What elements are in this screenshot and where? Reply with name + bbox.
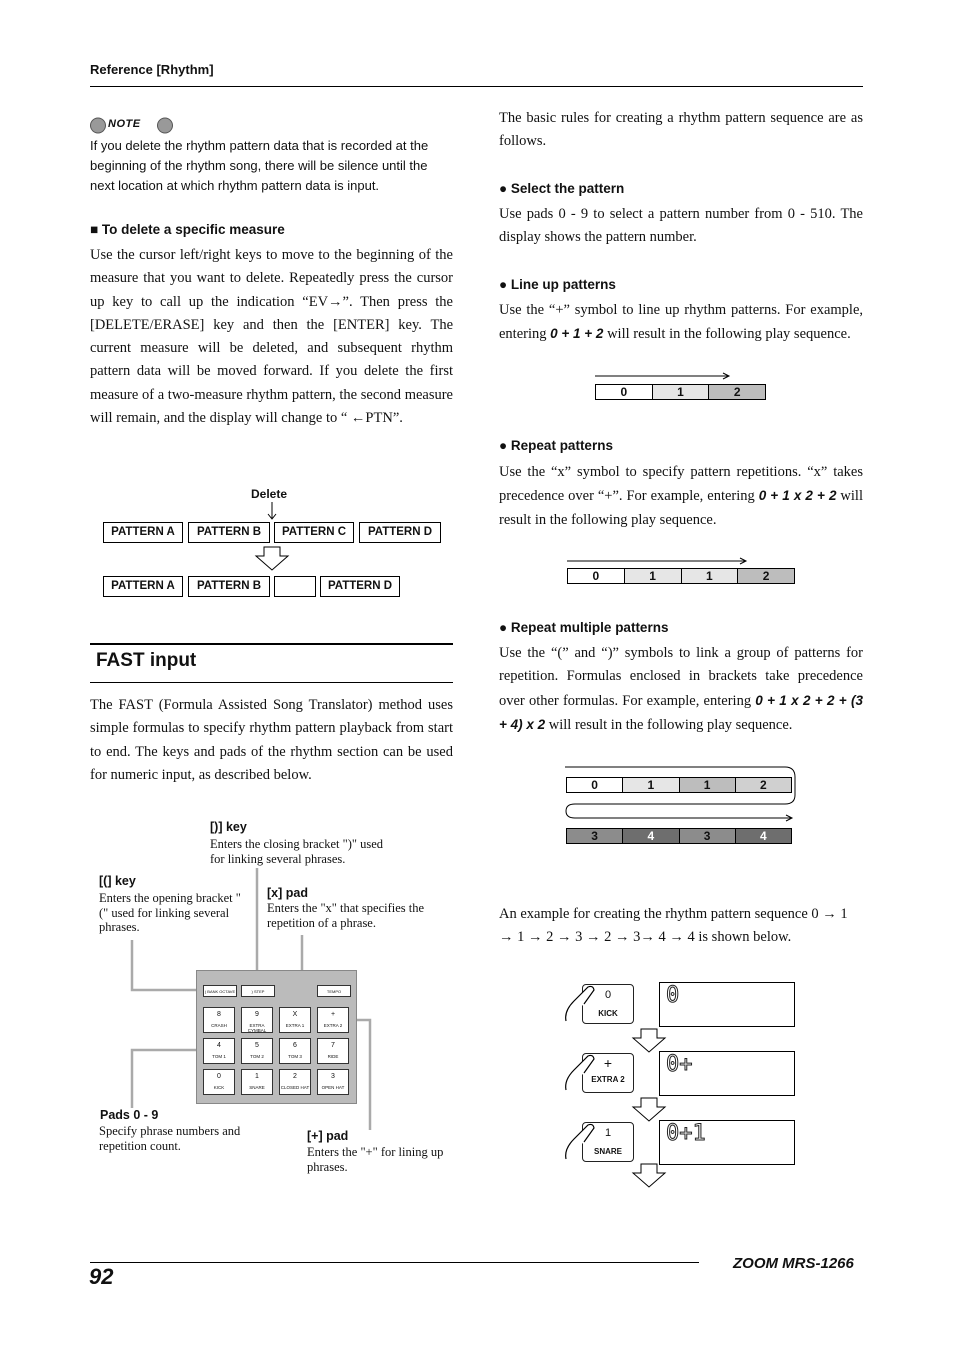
pad-number: 7 bbox=[331, 1042, 335, 1049]
pad-6-tom-3[interactable] bbox=[279, 1038, 311, 1064]
pattern-box-after-a: PATTERN A bbox=[103, 576, 183, 597]
pad-label: EXTRA 1 bbox=[285, 1023, 305, 1028]
plus-pad-desc: Enters the "+" for lining up phrases. bbox=[307, 1145, 444, 1174]
delete-body: Use the cursor left/right keys to move to the beginning of the measure that you want to delete. Repeatedly press the cursor up key to call up the indication “EV→”. Then press the [DELETE/ERASE] key and then the [ENTER] key. The current measure will be deleted, and subsequent rhythm pattern data will be moved forward. If you delete the first measure of a two-measure rhythm pattern, the second measure will remain, and the display will change to “ ←PTN”. bbox=[90, 247, 453, 427]
step-key[interactable]: ) STEP bbox=[241, 985, 275, 997]
pad-label: SNARE bbox=[249, 1085, 265, 1090]
pad-label: TOM 3 bbox=[288, 1054, 302, 1059]
repeat-body bbox=[499, 461, 863, 532]
select-heading-text: Select the pattern bbox=[510, 181, 625, 196]
pad-number: 8 bbox=[217, 1011, 221, 1018]
open-key-desc: Enters the opening bracket "(" used for linking several phrases. bbox=[99, 891, 241, 934]
repeat-sequence bbox=[567, 568, 795, 584]
tempo-key[interactable]: TEMPO bbox=[317, 985, 351, 997]
pattern-box-before-a: PATTERN A bbox=[103, 522, 183, 543]
multi-heading-text: Repeat multiple patterns bbox=[510, 620, 669, 635]
pad-x-extra-1[interactable] bbox=[279, 1007, 311, 1033]
note-text: If you delete the rhythm pattern data that is recorded at the beginning of the rhythm song, there will be silence until the next location at which rhythm pattern data is input. bbox=[90, 138, 429, 193]
pad-7-ride[interactable] bbox=[317, 1038, 349, 1064]
pad-number: 1 bbox=[255, 1073, 259, 1080]
key-label: EXTRA 2 bbox=[591, 1075, 625, 1084]
section-title: FAST input bbox=[96, 650, 197, 671]
example-text: An example for creating the rhythm pattern sequence 0 → 1 → 1 → 2 → 3 → 2 → 3→ 4 → 4 is shown below. bbox=[499, 906, 848, 946]
delete-label: Delete bbox=[251, 487, 288, 501]
pad-label: TOM 2 bbox=[250, 1054, 264, 1059]
example-display-2: 0+ bbox=[659, 1051, 795, 1096]
bullet-icon: ● bbox=[499, 181, 508, 196]
repeat-body-b: will result in the following play sequence. bbox=[499, 488, 863, 528]
product-name: ZOOM MRS-1266 bbox=[733, 1255, 854, 1272]
pad-1-snare[interactable] bbox=[241, 1069, 273, 1095]
seq-cell: 4 bbox=[623, 829, 679, 843]
note-label: NOTE bbox=[108, 118, 141, 130]
multi-body-a: Use the “(” and “)” symbols to link a group of patterns for repetition. Formulas enclosed in brackets take precedence over other formulas. For example, entering bbox=[499, 645, 863, 709]
seq-cell: 4 bbox=[736, 829, 791, 843]
bank-octave-key[interactable]: ( BANK OCTAVE bbox=[203, 985, 237, 997]
pad-0-kick[interactable] bbox=[203, 1069, 235, 1095]
multi-body-b: will result in the following play sequence. bbox=[545, 716, 793, 733]
delete-heading-text: To delete a specific measure bbox=[101, 222, 285, 237]
close-key-title: [)] key bbox=[210, 820, 247, 834]
bullet-icon: ● bbox=[499, 620, 508, 635]
finger-press-icon bbox=[562, 1054, 598, 1094]
seq-cell: 1 bbox=[653, 385, 710, 399]
pad-number: 0 bbox=[217, 1073, 221, 1080]
pattern-box-after-b: PATTERN B bbox=[188, 576, 270, 597]
select-heading bbox=[499, 181, 624, 196]
pad-label: EXTRA 2 bbox=[323, 1023, 343, 1028]
multi-heading bbox=[499, 620, 668, 635]
pad-9-extra-cymbal[interactable] bbox=[241, 1007, 273, 1033]
pad-number: 9 bbox=[255, 1011, 259, 1018]
pad-number: + bbox=[330, 1011, 336, 1018]
pad-number: 4 bbox=[217, 1042, 221, 1049]
lineup-body-b: will result in the following play sequence. bbox=[603, 326, 851, 343]
pad-number: 3 bbox=[331, 1073, 335, 1080]
pad-label: EXTRA CYMBAL bbox=[247, 1023, 267, 1033]
pads-title: Pads 0 - 9 bbox=[100, 1108, 159, 1122]
seq-cell: 0 bbox=[567, 778, 623, 792]
pad-3-open-hat[interactable] bbox=[317, 1069, 349, 1095]
key-label: SNARE bbox=[593, 1147, 622, 1156]
lineup-body-a: Use the “+” symbol to line up rhythm patterns. For example, entering bbox=[499, 302, 863, 343]
key-number: 1 bbox=[604, 1127, 612, 1139]
pattern-box-after-d: PATTERN D bbox=[320, 576, 400, 597]
bullet-icon: ● bbox=[499, 438, 508, 453]
square-bullet-icon: ■ bbox=[90, 222, 99, 237]
pad-2-closed-hat[interactable] bbox=[279, 1069, 311, 1095]
select-body: Use pads 0 - 9 to select a pattern number from 0 - 510. The display shows the pattern number. bbox=[499, 206, 863, 246]
pad-label: KICK bbox=[213, 1085, 225, 1090]
pad-label: OPEN HAT bbox=[321, 1085, 345, 1090]
seq-cell: 1 bbox=[680, 778, 736, 792]
seq-cell: 2 bbox=[736, 778, 791, 792]
plus-pad-title: [+] pad bbox=[307, 1129, 349, 1143]
lineup-formula: 0 + 1 + 2 bbox=[550, 326, 604, 342]
pads-desc: Specify phrase numbers and repetition count. bbox=[99, 1124, 241, 1153]
seq-cell: 3 bbox=[680, 829, 736, 843]
lineup-body bbox=[499, 299, 863, 347]
x-pad-title: [x] pad bbox=[267, 886, 308, 900]
running-header: Reference [Rhythm] bbox=[90, 62, 214, 77]
multi-sequence-bottom bbox=[566, 828, 792, 844]
lineup-arrow-icon bbox=[595, 370, 735, 382]
multi-formula: 0 + 1 x 2 + 2 + (3 + 4) x 2 bbox=[499, 692, 863, 732]
display-edge bbox=[794, 982, 795, 1027]
seq-cell: 1 bbox=[623, 778, 679, 792]
pad-5-tom-2[interactable] bbox=[241, 1038, 273, 1064]
x-pad-desc: Enters the "x" that specifies the repetition of a phrase. bbox=[267, 901, 425, 930]
pad-label: TOM 1 bbox=[212, 1054, 226, 1059]
display-edge bbox=[794, 1051, 795, 1096]
seq-cell: 2 bbox=[709, 385, 765, 399]
rhythm-pad-panel bbox=[196, 970, 357, 1104]
example-display-1: 0 bbox=[659, 982, 795, 1027]
display-edge bbox=[794, 1120, 795, 1165]
pad-number: 5 bbox=[255, 1042, 259, 1049]
repeat-body-a: Use the “x” symbol to specify pattern repetitions. “x” takes precedence over “+”. For example, entering bbox=[499, 464, 863, 505]
close-key-desc: Enters the closing bracket ")" used for linking several phrases. bbox=[210, 837, 383, 866]
lineup-heading bbox=[499, 277, 616, 292]
pattern-box-before-b: PATTERN B bbox=[188, 522, 270, 543]
multi-sequence-top bbox=[566, 777, 792, 793]
pattern-box-before-d: PATTERN D bbox=[359, 522, 441, 543]
bullet-icon: ● bbox=[499, 277, 508, 292]
fast-body: The FAST (Formula Assisted Song Translator) method uses simple formulas to specify rhythm pattern playback from start to end. The keys and pads of the rhythm section can be used for numeric input, as described below. bbox=[90, 697, 453, 783]
page-number: 92 bbox=[89, 1264, 114, 1289]
repeat-formula: 0 + 1 x 2 + 2 bbox=[758, 488, 837, 504]
seq-cell: 1 bbox=[625, 569, 682, 583]
pad-number: 2 bbox=[293, 1073, 297, 1080]
key-number: + bbox=[603, 1055, 613, 1071]
pad-label: RIDE bbox=[327, 1054, 339, 1059]
seq-cell: 3 bbox=[567, 829, 623, 843]
pattern-box-before-c: PATTERN C bbox=[274, 522, 354, 543]
open-key-title: [(] key bbox=[99, 874, 136, 888]
finger-press-icon bbox=[562, 985, 598, 1025]
repeat-heading bbox=[499, 438, 613, 453]
pad-number: 6 bbox=[293, 1042, 297, 1049]
seq-cell: 0 bbox=[596, 385, 653, 399]
lineup-sequence bbox=[595, 384, 766, 400]
pad-4-tom-1[interactable] bbox=[203, 1038, 235, 1064]
repeat-arrow-icon bbox=[567, 555, 749, 567]
multi-body bbox=[499, 642, 863, 737]
repeat-heading-text: Repeat patterns bbox=[510, 438, 613, 453]
seq-cell: 1 bbox=[682, 569, 739, 583]
lineup-heading-text: Line up patterns bbox=[510, 277, 616, 292]
pad-number: X bbox=[292, 1011, 298, 1018]
footer-rule bbox=[90, 1262, 699, 1263]
key-label: KICK bbox=[598, 1009, 618, 1018]
pad-label: CLOSED HAT bbox=[280, 1085, 310, 1090]
example-display-3: 0+1 bbox=[659, 1120, 795, 1165]
pad-8-crash[interactable] bbox=[203, 1007, 235, 1033]
multi-loop-arrow-icon bbox=[563, 765, 799, 825]
rules-intro: The basic rules for creating a rhythm pattern sequence are as follows. bbox=[499, 110, 863, 150]
down-arrow-icon bbox=[631, 1163, 667, 1189]
seq-cell: 2 bbox=[738, 569, 794, 583]
finger-press-icon bbox=[562, 1123, 598, 1163]
pad-label: CRASH bbox=[211, 1023, 227, 1028]
pad-plus-extra-2[interactable] bbox=[317, 1007, 349, 1033]
key-number: 0 bbox=[604, 989, 612, 1001]
seq-cell: 0 bbox=[568, 569, 625, 583]
